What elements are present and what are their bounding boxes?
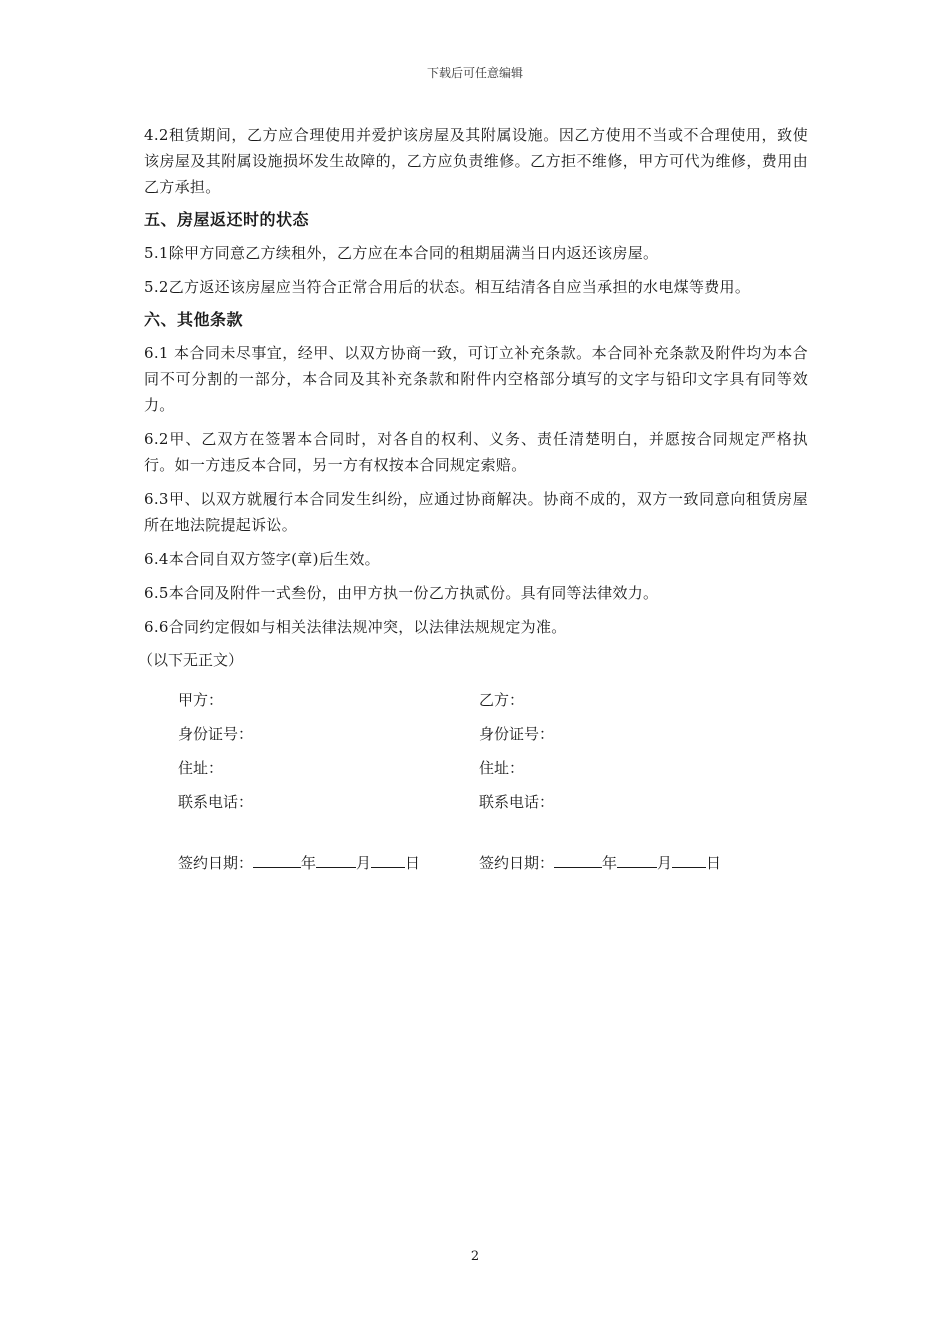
year-label: 年 xyxy=(602,854,618,872)
month-blank[interactable] xyxy=(316,853,356,868)
party-a-signing-date xyxy=(144,852,479,873)
clause-6-6: 6.6合同约定假如与相关法律法规冲突，以法律法规规定为准。 xyxy=(144,618,567,636)
party-a-name-label: 甲方： xyxy=(178,690,224,709)
day-label: 日 xyxy=(405,854,421,872)
page-header-note: 下载后可任意编辑 xyxy=(426,66,523,80)
month-blank[interactable] xyxy=(617,853,657,868)
signature-row-id xyxy=(144,716,808,750)
end-of-text-note: （以下无正文） xyxy=(138,651,244,669)
party-b-address-label: 住址： xyxy=(479,758,525,777)
year-blank[interactable] xyxy=(253,853,301,868)
party-a-id-label: 身份证号： xyxy=(178,724,254,743)
party-a-address-label: 住址： xyxy=(178,758,224,777)
clause-5-2: 5.2乙方返还该房屋应当符合正常合用后的状态。相互结清各自应当承担的水电煤等费用。 xyxy=(144,278,751,296)
signature-block xyxy=(144,682,808,873)
signing-date-label: 签约日期： xyxy=(479,854,555,872)
party-b-phone-label: 联系电话： xyxy=(479,792,555,811)
day-label: 日 xyxy=(706,854,722,872)
clause-6-5: 6.5本合同及附件一式叁份，由甲方执一份乙方执贰份。具有同等法律效力。 xyxy=(144,584,659,602)
party-a-phone-label: 联系电话： xyxy=(178,792,254,811)
clause-6-2: 6.2甲、乙双方在签署本合同时，对各自的权利、义务、责任清楚明白，并愿按合同规定严格执行。如一方违反本合同，另一方有权按本合同规定索赔。 xyxy=(144,430,808,474)
document-body xyxy=(138,122,808,873)
party-b-id-label: 身份证号： xyxy=(479,724,555,743)
signature-row-phone xyxy=(144,784,808,818)
party-b-name-label: 乙方： xyxy=(479,690,525,709)
page-number: 2 xyxy=(470,1249,480,1264)
signature-row-address xyxy=(144,750,808,784)
section-5-heading: 五、房屋返还时的状态 xyxy=(144,210,310,229)
month-label: 月 xyxy=(657,854,673,872)
clause-5-1: 5.1除甲方同意乙方续租外，乙方应在本合同的租期届满当日内返还该房屋。 xyxy=(144,244,659,262)
clause-4-2: 4.2租赁期间，乙方应合理使用并爱护该房屋及其附属设施。因乙方使用不当或不合理使用，致使该房屋及其附属设施损坏发生故障的，乙方应负责维修。乙方拒不维修，甲方可代为维修，费用由乙方承担。 xyxy=(144,126,808,196)
clause-6-1: 6.1 本合同未尽事宜，经甲、以双方协商一致，可订立补充条款。本合同补充条款及附件均为本合同不可分割的一部分，本合同及其补充条款和附件内空格部分填写的文字与铅印文字具有同等效力。 xyxy=(144,344,808,414)
month-label: 月 xyxy=(356,854,372,872)
signature-row-name xyxy=(144,682,808,716)
day-blank[interactable] xyxy=(371,853,405,868)
clause-6-4: 6.4本合同自双方签字(章)后生效。 xyxy=(144,550,380,568)
section-6-heading: 六、其他条款 xyxy=(144,310,244,329)
day-blank[interactable] xyxy=(672,853,706,868)
clause-6-3: 6.3甲、以双方就履行本合同发生纠纷，应通过协商解决。协商不成的，双方一致同意向租赁房屋所在地法院提起诉讼。 xyxy=(144,490,808,534)
year-blank[interactable] xyxy=(554,853,602,868)
signing-date-row xyxy=(144,852,808,873)
signing-date-label: 签约日期： xyxy=(178,854,254,872)
year-label: 年 xyxy=(301,854,317,872)
party-b-signing-date xyxy=(479,852,779,873)
